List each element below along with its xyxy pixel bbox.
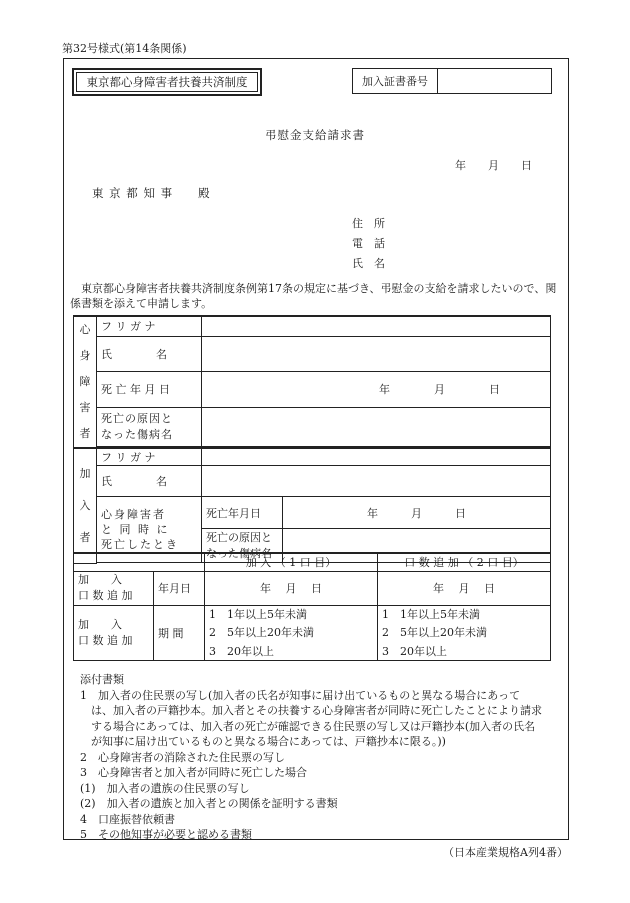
cert-number-box [352,68,552,94]
request-statement: 東京都心身障害者扶養共済制度条例第17条の規定に基づき、弔慰金の支給を請求したいので、関係書類を添えて申請します。 [70,282,557,310]
attachment-item: 1 加入者の住民票の写し(加入者の氏名が知事に届け出ているものと異なる場合にあって [80,688,521,702]
attachments-heading: 添付書類 [80,673,124,686]
attachment-item: は、加入者の戸籍抄本。加入者とその扶養する心身障害者が同時に死亡したことにより請求 [80,704,542,717]
enroll-period-label: 加 入 口 数 追 加 [74,605,154,660]
attachment-item: 3 心身障害者と加入者が同時に死亡した場合 [80,766,307,779]
attachment-item: が知事に届け出ているものと異なる場合にあっては、戸籍抄本に限る。)) [80,735,446,748]
applicant-address-label: 住 所 [352,217,385,230]
member-name-field[interactable] [202,466,551,497]
attachment-item: 2 心身障害者の消除された住民票の写し [80,750,285,764]
paper-size-note: （日本産業規格A列4番） [443,846,568,859]
enroll-period-sublabel: 期 間 [154,605,205,660]
member-death-date-label: 死亡年月日 [202,497,283,529]
cert-number-field[interactable] [438,69,551,93]
member-group-label: 加入者 [74,448,97,563]
member-name-label: 氏 名 [97,466,202,497]
first-unit-option-1[interactable]: 1 1年以上5年未満 [205,605,378,622]
member-cause-label: 死亡の原因と なった傷病名 [202,529,283,563]
attachment-item: (1) 加入者の遺族の住民票の写し [80,781,250,795]
first-unit-option-3[interactable]: 3 20年以上 [205,642,378,660]
system-name: 東京都心身障害者扶養共済制度 [76,72,258,92]
first-unit-date-field[interactable]: 年 月 日 [205,571,378,605]
attachment-item: 4 口座振替依頼書 [80,812,175,826]
deceased-group-label: 心身障害者 [74,316,97,448]
member-furigana-label: フ リ ガ ナ [97,448,202,466]
deceased-cause-field[interactable] [202,407,551,446]
request-date[interactable]: 年 月 日 [455,159,532,172]
attachment-item: 5 その他知事が必要と認める書類 [80,828,252,841]
deceased-name-field[interactable] [202,336,551,372]
second-unit-option-1[interactable]: 1 1年以上5年未満 [378,605,551,622]
enroll-date-sublabel: 年月日 [154,571,205,605]
first-unit-option-2[interactable]: 2 5年以上20年未満 [205,622,378,642]
form-number: 第32号様式(第14条関係) [62,42,187,55]
enrollment-table [73,552,551,661]
second-unit-option-3[interactable]: 3 20年以上 [378,642,551,660]
deceased-death-date-field[interactable]: 年 月 日 [202,372,551,408]
second-unit-date-field[interactable]: 年 月 日 [378,571,551,605]
first-unit-header: 加 入 （ 1 口 目） [205,553,378,571]
deceased-member-table [73,315,551,564]
deceased-death-date-label: 死 亡 年 月 日 [97,372,202,408]
deceased-furigana-label: フ リ ガ ナ [97,316,202,336]
deceased-furigana-field[interactable] [202,316,551,336]
attachments-list [80,672,564,843]
cert-number-label: 加入証書番号 [353,69,438,93]
addressee: 東 京 都 知 事 殿 [92,186,211,200]
member-death-date-field[interactable]: 年 月 日 [283,497,551,529]
applicant-phone-label: 電 話 [352,237,385,250]
document-title: 弔慰金支給請求書 [265,128,365,142]
deceased-cause-label: 死亡の原因と なった傷病名 [97,407,202,446]
member-simultaneous-label: 心身障害者 と 同 時 に 死亡したとき [97,497,202,563]
enroll-date-label: 加 入 口 数 追 加 [74,571,154,605]
member-furigana-field[interactable] [202,448,551,466]
deceased-name-label: 氏 名 [97,336,202,372]
attachment-item: する場合にあっては、加入者の死亡が確認できる住民票の写し又は戸籍抄本(加入者の氏名 [80,719,536,733]
second-unit-header: 口 数 追 加 （ 2 口 目） [378,553,551,571]
second-unit-option-2[interactable]: 2 5年以上20年未満 [378,622,551,642]
applicant-name-label: 氏 名 [352,257,385,270]
system-name-box [72,68,262,96]
attachment-item: (2) 加入者の遺族と加入者との関係を証明する書類 [80,797,338,810]
